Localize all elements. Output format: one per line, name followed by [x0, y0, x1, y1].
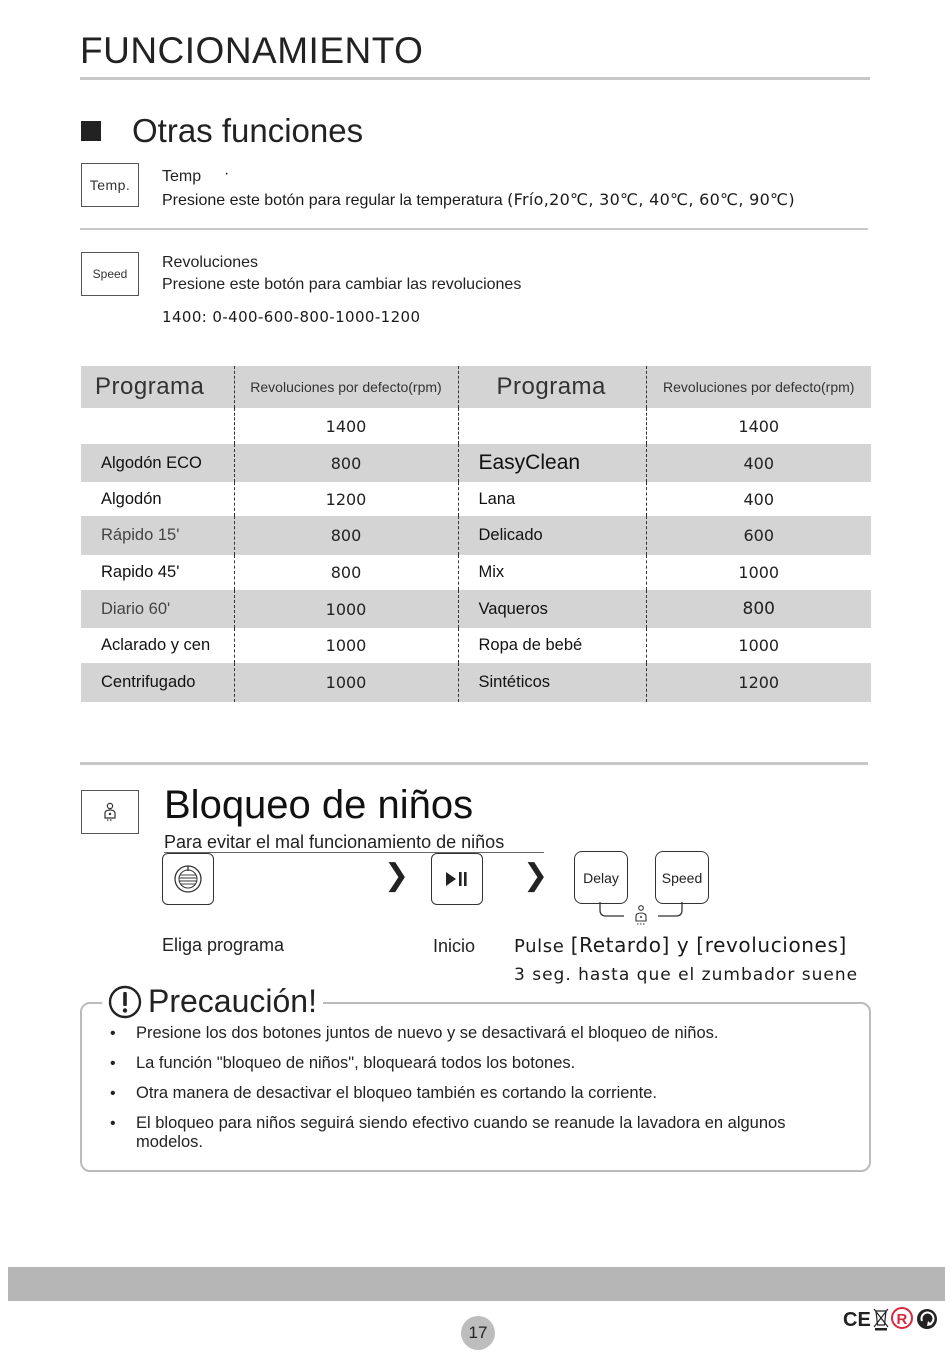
- list-item: • Presione los dos botones juntos de nuevo y se desactivará el bloqueo de niños.: [110, 1024, 830, 1043]
- child-lock-title: Bloqueo de niños: [164, 783, 474, 827]
- section-title: Otras funciones: [132, 112, 364, 149]
- header-divider: [80, 77, 870, 80]
- child-lock-divider: [80, 762, 868, 765]
- table-cell: 400: [646, 444, 871, 482]
- list-item: • El bloqueo para niños seguirá siendo efectivo cuando se reanude la lavadora en algunos modelos.: [110, 1114, 830, 1152]
- table-cell: Ropa de bebé: [458, 628, 646, 663]
- temp-description: [162, 190, 795, 210]
- step-select-program: Eliga programa: [162, 935, 285, 955]
- table-cell: EasyClean: [458, 444, 646, 482]
- lock-icon: [99, 801, 121, 823]
- weee-icon: [874, 1309, 888, 1331]
- table-header: Programa: [458, 366, 646, 408]
- step-press-keys: [Retardo] y [revoluciones]: [570, 933, 847, 957]
- certification-marks: [842, 1304, 942, 1339]
- caution-header: [102, 983, 323, 1020]
- table-cell: 1000: [234, 590, 458, 628]
- table-cell: Delicado: [458, 516, 646, 555]
- table-cell: Vaqueros: [458, 590, 646, 628]
- chevron-right-icon: ❯: [384, 858, 410, 893]
- temp-dot: ·: [224, 165, 230, 182]
- table-cell: 1000: [234, 628, 458, 663]
- table-row: [81, 628, 871, 663]
- delay-button[interactable]: Delay: [574, 851, 628, 904]
- table-cell: 800: [646, 590, 871, 628]
- spin-speed-table: [81, 366, 871, 702]
- lock-combo-bracket: [598, 900, 686, 928]
- speed-options: 1400: 0-400-600-800-1000-1200: [162, 308, 421, 326]
- table-cell: Aclarado y cen: [101, 636, 211, 654]
- table-row: [81, 516, 871, 555]
- table-cell: 1000: [646, 628, 871, 663]
- table-cell: 400: [646, 482, 871, 516]
- table-cell: Sintéticos: [458, 663, 646, 702]
- subtitle-underline: [164, 852, 544, 853]
- table-row: [81, 482, 871, 516]
- table-cell: Diario 60': [81, 590, 234, 628]
- table-cell: 1400: [234, 408, 458, 444]
- table-cell: 800: [234, 444, 458, 482]
- speed-button[interactable]: Speed: [655, 851, 709, 904]
- temp-divider: [80, 228, 868, 230]
- child-lock-button[interactable]: [81, 790, 139, 834]
- caution-list: [110, 1024, 830, 1163]
- footer-bar: [8, 1267, 945, 1301]
- program-dial-button[interactable]: [162, 853, 214, 905]
- temp-button[interactable]: Temp.: [81, 163, 139, 207]
- table-header: Programa: [81, 366, 234, 408]
- table-cell: 600: [646, 516, 871, 555]
- table-cell: Rápido 15': [81, 516, 234, 555]
- caution-icon: [108, 985, 142, 1019]
- table-row: [81, 408, 871, 444]
- speed-button[interactable]: Speed: [81, 252, 139, 296]
- table-header: Revoluciones por defecto(rpm): [234, 366, 458, 408]
- caution-title: Precaución!: [148, 983, 317, 1019]
- table-cell: 1000: [234, 663, 458, 702]
- table-cell: 800: [234, 516, 458, 555]
- program-dial-icon: [172, 863, 204, 895]
- table-row: [81, 590, 871, 628]
- table-cell: Rapido 45': [101, 563, 180, 581]
- temp-range: (Frío,20℃, 30℃, 40℃, 60℃, 90℃): [507, 190, 795, 209]
- table-cell: 1400: [646, 408, 871, 444]
- temp-description-text: Presione este botón para regular la temperatura: [162, 192, 503, 209]
- table-cell: 1200: [646, 663, 871, 702]
- table-cell: Lana: [458, 482, 646, 516]
- step-start: Inicio: [433, 936, 476, 956]
- section-bullet-icon: [81, 121, 101, 141]
- ce-mark: CE: [843, 1309, 871, 1331]
- registered-mark-icon: [892, 1308, 912, 1328]
- step-press-prefix: Pulse: [514, 936, 565, 957]
- page-title: FUNCIONAMIENTO: [80, 30, 424, 71]
- lock-icon: [636, 906, 646, 924]
- table-cell: 800: [234, 555, 458, 590]
- list-item: • La función "bloqueo de niños", bloqueará todos los botones.: [110, 1054, 830, 1073]
- table-row: [81, 444, 871, 482]
- table-cell: Algodón: [101, 489, 162, 508]
- table-row: [81, 663, 871, 702]
- step-press-buttons: [514, 933, 847, 957]
- child-lock-subtitle: Para evitar el mal funcionamiento de niños: [164, 832, 505, 852]
- page-number: 17: [461, 1316, 495, 1350]
- temp-name: Temp: [162, 168, 202, 185]
- step-hold-duration: 3 seg. hasta que el zumbador suene: [514, 965, 859, 985]
- speed-description: Presione este botón para cambiar las revoluciones: [162, 276, 522, 293]
- speed-name: Revoluciones: [162, 254, 259, 271]
- chevron-right-icon: ❯: [523, 858, 549, 893]
- play-pause-icon: [443, 869, 471, 889]
- table-cell: 1200: [234, 482, 458, 516]
- table-header: Revoluciones por defecto(rpm): [646, 366, 871, 408]
- table-cell: 1000: [646, 555, 871, 590]
- table-cell: Mix: [458, 555, 646, 590]
- table-cell: Algodón ECO: [81, 444, 234, 482]
- table-row: [81, 555, 871, 590]
- table-cell: Centrifugado: [81, 663, 234, 702]
- table-cell: [81, 408, 234, 444]
- table-header-row: [81, 366, 871, 408]
- recycle-icon: [917, 1309, 937, 1329]
- list-item: • Otra manera de desactivar el bloqueo también es cortando la corriente.: [110, 1084, 830, 1103]
- table-cell: [458, 408, 646, 444]
- svg-text:R: R: [896, 1311, 908, 1328]
- start-pause-button[interactable]: [431, 853, 483, 905]
